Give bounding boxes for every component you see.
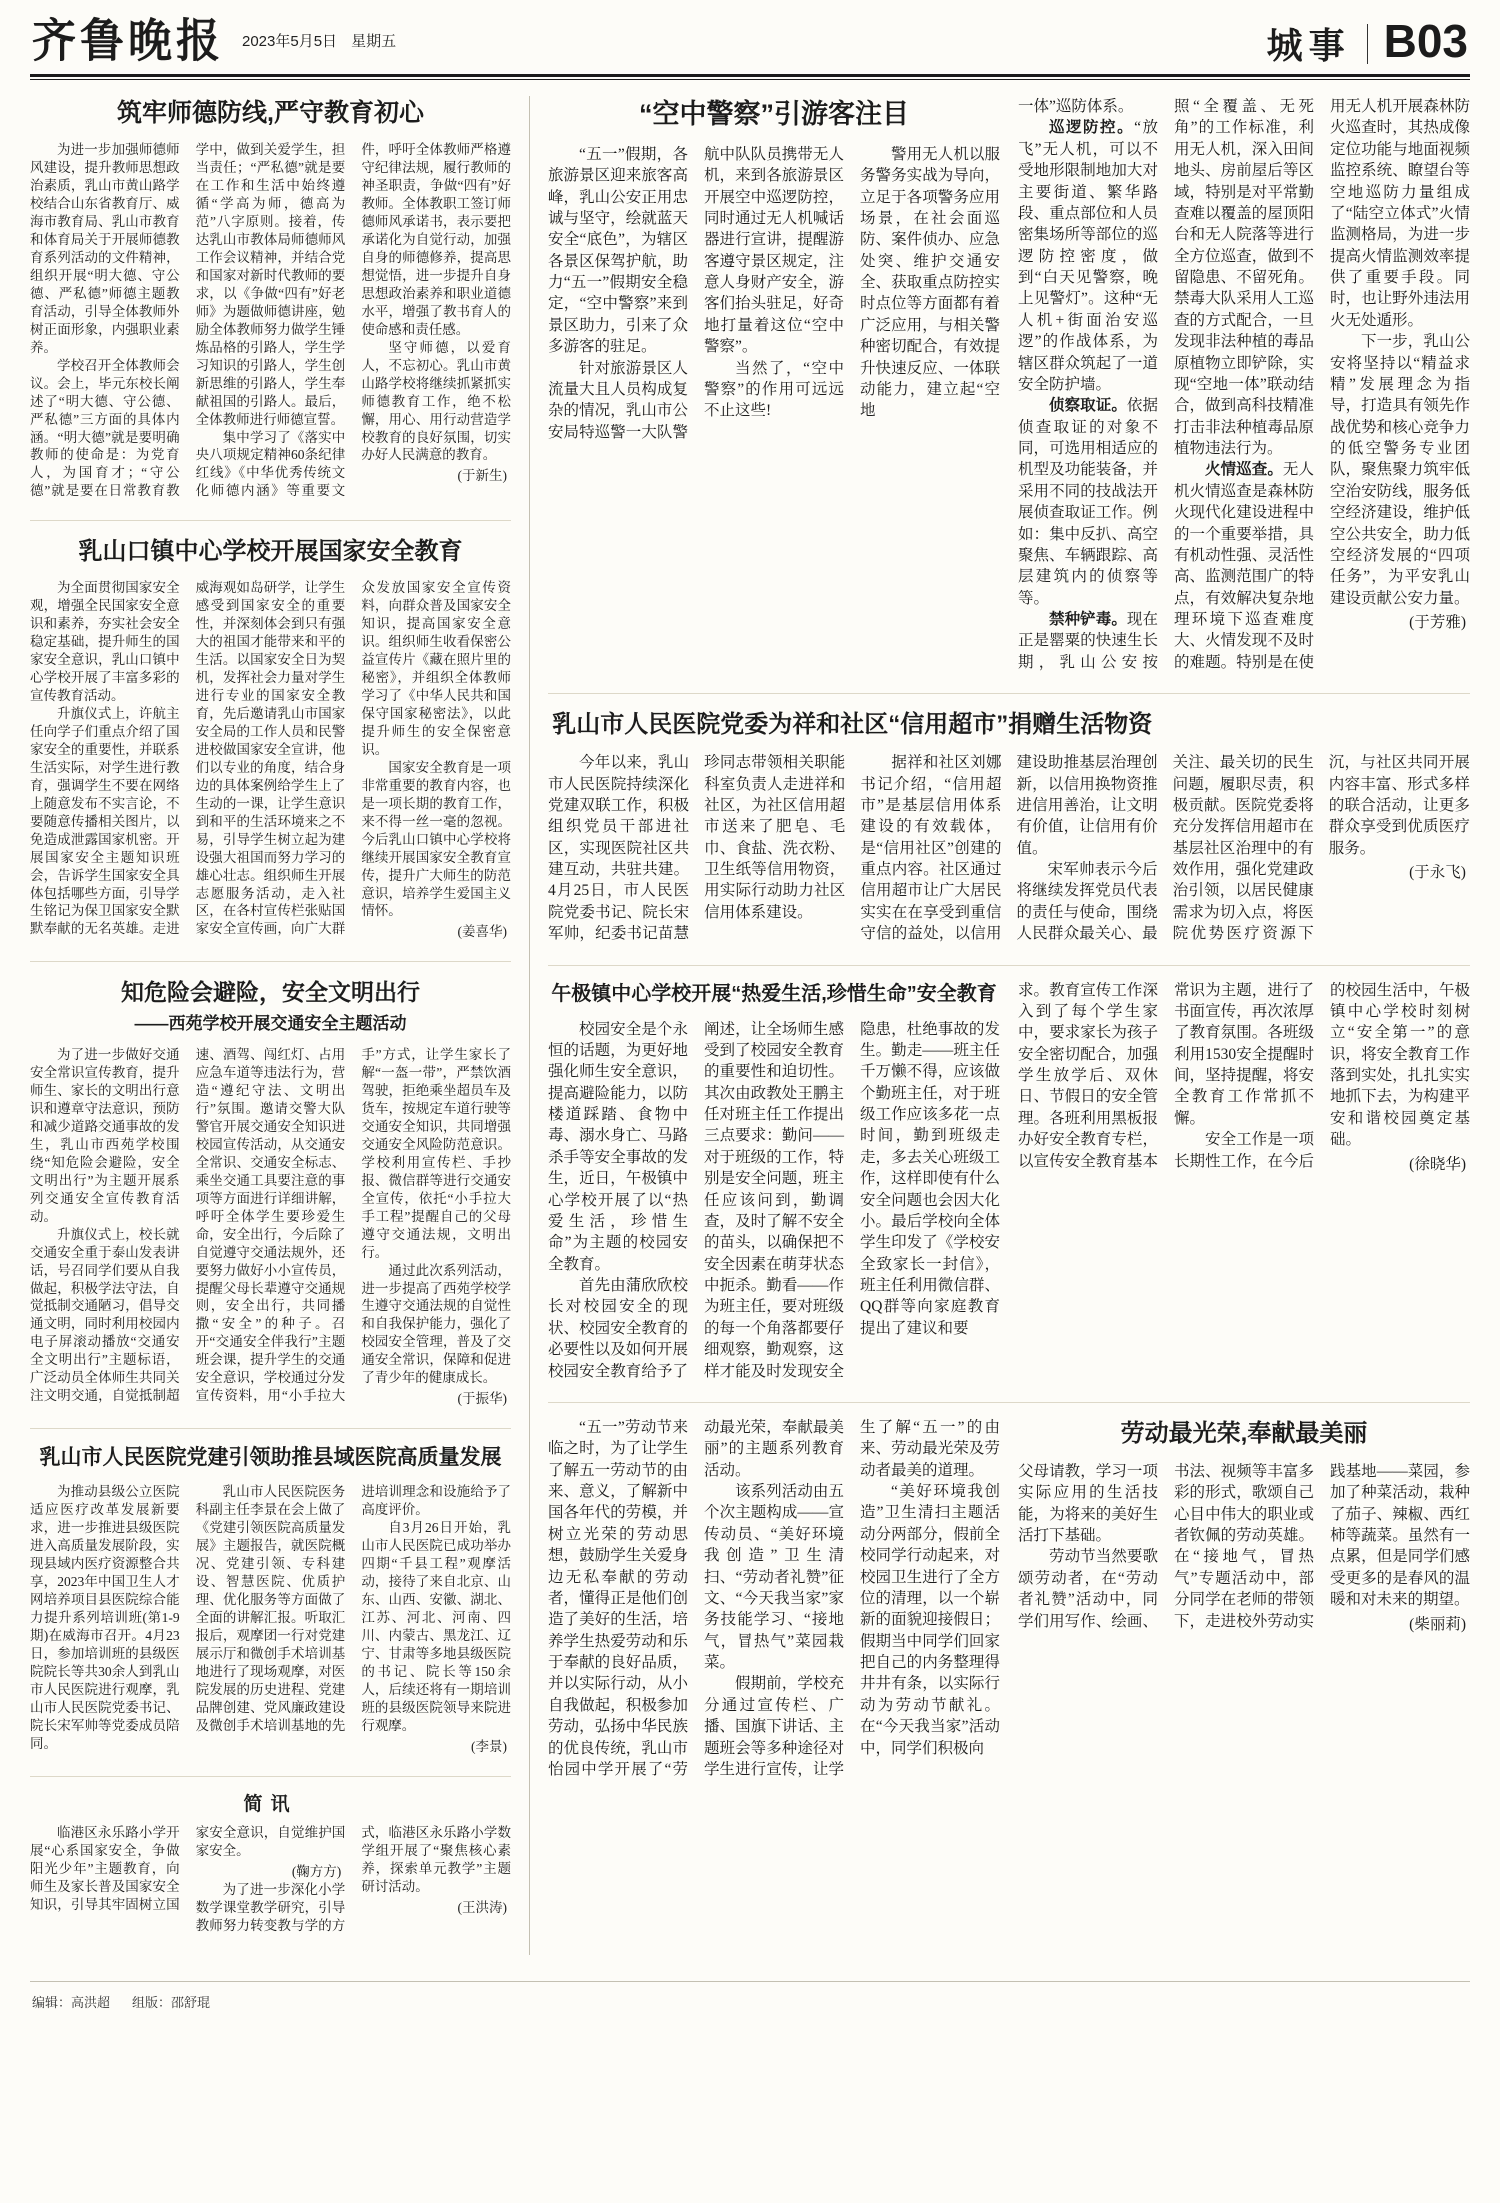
article-headline: 乳山市人民医院党委为祥和社区“信用超市”捐赠生活物资 xyxy=(552,711,1153,739)
article-cherish-life-safety xyxy=(548,965,1470,1382)
paragraph: “五一”假期，各旅游景区迎来旅客高峰，乳山公安正用忠诚与坚守，绘就蓝天安全“底色”，为辖区各景区保驾护航，助力“五一”假期安全稳定，“空中警察”来到景区助力，引来了众多游客的驻足。 xyxy=(548,145,688,356)
article-traffic-safety xyxy=(30,961,511,1408)
byline: (于振华) xyxy=(457,1391,507,1407)
paragraph: “美好环境我创造”卫生清扫主题活动分两部分，假前全校同学行动起来，对校园卫生进行了全方位的清理，以一个崭新的面貌迎接假日；假期当中同学们回家把自己的内务整理得井井有条，以实际行动为劳动节献礼。在“今天我当家”活动中，同学们积极向 xyxy=(860,1483,1000,1757)
byline: (于新生) xyxy=(457,468,507,484)
paragraph-lead: 巡逻防控。 xyxy=(1049,119,1135,137)
article-headline: “空中警察”引游客注目 xyxy=(639,99,909,129)
paragraph: 据祥和社区刘娜书记介绍，“信用超市”是基层信用体系建设的有效载体，是“信用社区”创建的重点内容。社区通过信用超市让广大居民实实在在享受到重信守信的益处，以信用建设助推基层治理创新，以信用换物资推进信用善治，让文明有价值，让信用有价值。 xyxy=(860,754,1158,943)
article-cherish-life-lead-part xyxy=(548,980,1000,1382)
article-body xyxy=(1018,1461,1470,1635)
article-headline: 知危险会避险，安全文明出行 xyxy=(121,979,420,1006)
paragraph: 父母请教，学习一项实际应用的生活技能，为将来的美好生活打下基础。 xyxy=(1018,1462,1158,1544)
paragraph: 为全面贯彻国家安全观，增强全民国家安全意识和素养，夯实社会安全稳定基础，提升师生的国家安全意识，乳山口镇中心学校开展了丰富多彩的宣传教育活动。 xyxy=(30,580,180,704)
paragraph: 假期前，学校充分通过宣传栏、广播、国旗下讲话、主题班会等多种途径对学生进行宣传，让学生了解“五一”的由来、劳动最光荣及劳动者最美的道理。 xyxy=(704,1418,1000,1778)
byline: (于芳雅) xyxy=(1409,614,1466,631)
article-labor-glory xyxy=(548,1402,1470,1780)
paragraph: 今年以来，乳山市人民医院持续深化党建双联工作，积极组织党员干部进社区，实现医院社区共建互动，共驻共建。4月25日，市人民医院党委书记、院长宋军帅，纪委书记苗慧珍同志带领相关职能科室负责人走进祥和社区，为社区信用超市送来了肥皂、毛巾、食盐、洗衣粉、卫生纸等信用物资，用实际行动助力社区信用体系建设。 xyxy=(548,754,846,943)
byline: (王洪涛) xyxy=(457,1900,507,1916)
article-body xyxy=(548,144,1000,443)
byline: (徐晓华) xyxy=(1409,1155,1466,1173)
paragraph: 首先由蒲欣欣校长对校园安全的现状、校园安全教育的必要性以及如何开展校园安全教育给予了阐述，让全场师生感受到了校园安全教育的重要性和迫切性。其次由政教处王鹏主任对班主任工作提出三点要求：勤问——对于班级的工作，特别是安全问题，班主任应该问到，勤调查，及时了解不安全的苗头，以确保把不安全因素在萌芽状态中扼杀。勤看——作为班主任，要对班级的每一个角落都要仔细观察，勤观察，这样才能及时发现安全隐患，杜绝事故的发生。勤走——班主任千万懒不得，应该做个勤班主任，对于班级工作应该多花一点时间，勤到班级走走，多去关心班级工作，这样即使有什么安全问题也会因大化小。最后学校向全体学生印发了《学校安全致家长一封信》，班主任利用微信群、QQ群等向家庭教育提出了建议和要 xyxy=(548,1020,1000,1380)
paragraph: 下一步，乳山公安将坚持以“精益求精”发展理念为指导，打造具有领先作战优势和核心竞争力的低空警务专业团队，聚焦聚力筑牢低空治安防线，服务低空经济建设，维护低空公共安全，助力低空经济发展的“四项任务”，为平安乳山建设贡献公安力量。 xyxy=(1330,333,1470,607)
paragraph: 学校召开全体教师会议。会上，毕元东校长阐述了“明大德、守公德、严私德”三方面的具体内涵。“明大德”就是要明确教师的使命是：为党育人，为国育才；“守公德”就是要在日常教育教学中，做到关爱学生，担当责任；“严私德”就是要在工作和生活中始终遵循“学高为师，德高为范”八字原则。接着，传达乳山市教体局师德师风工作会议精神，并结合党和国家对新时代教师的要求，以《争做“四有”好老师》为题做师德讲座，勉励全体教师努力做学生锤炼品格的引路人，学生学习知识的引路人，学生创新思维的引路人，学生奉献祖国的引路人。最后，全体教师进行师德宣誓。 xyxy=(30,142,346,499)
byline: (柴丽莉) xyxy=(1409,1615,1466,1633)
paragraph: 集中学习了《落实中央八项规定精神60条纪律红线》《中华优秀传统文化师德内涵》等重要文件，呼吁全体教师严格遵守纪律法规，履行教师的神圣职责，争做“四有”好教师。全体教职工签订师德师风承诺书，表示要把承诺化为自觉行动，加强自身的师德修养，提高思想觉悟，进一步提升自身思想政治素养和职业道德水平，增强了教书育人的使命感和责任感。 xyxy=(195,142,511,499)
paragraph: 升旗仪式上，许航主任向学子们重点介绍了国家安全的重要性，并联系生活实际，对学生进行教育，强调学生不要在网络上随意发布不实言论，不要随意传播相关图片，以免造成泄露国家机密。开展国家安全主题知识班会，告诉学生国家安全具体包括哪些方面，引导学生铭记为保卫国家安全默默奉献的无名英雄。走进威海观如岛研学，让学生感受到国家安全的重要性，并深刻体会到只有强大的祖国才能带来和平的生活。以国家安全日为契机，发挥社会力量对学生进行专业的国家安全教育，先后邀请乳山市国家安全局的工作人员和民警进校做国家安全宣讲，他们以专业的角度，结合身边的具体案例给学生上了生动的一课，让学生意识到和平的生活环境来之不易，引导学生树立起为建设强大祖国而努力学习的雄心壮志。组织师生开展志愿服务活动，走入社区，在各村宣传栏张贴国家安全宣传画，向广大群众发放国家安全宣传资料，向群众普及国家安全知识，提高国家安全意识。组织师生收看保密公益宣传片《藏在照片里的秘密》，并组织全体教师学习了《中华人民共和国保守国家秘密法》，以此提升师生的安全保密意识。 xyxy=(30,580,511,937)
paragraph: 安全工作是一项长期性工作，在今后的校园生活中，午极镇中心学校时刻树立“安全第一”的意识，将安全教育工作落到实处，扎扎实实地抓下去，为构建平安和谐校园奠定基础。 xyxy=(1174,981,1470,1170)
masthead-block xyxy=(32,15,397,68)
paragraph: 劳动节当然要歌颂劳动者，在“劳动者礼赞”活动中，同学们用写作、绘画、书法、视频等丰富多彩的形式，歌颂自己心目中伟大的职业或者钦佩的劳动英雄。在“接地气，冒热气”专题活动中，部分同学在老师的带领下，走进校外劳动实践基地——菜园，参加了种菜活动，栽种了茄子、辣椒、西红柿等蔬菜。虽然有一点累，但是同学们感受更多的是春风的温暖和对未来的期望。 xyxy=(1018,1462,1470,1630)
editor-credit: 编辑：高洪超 xyxy=(32,1995,111,2011)
briefs-title: 简讯 xyxy=(243,1793,298,1815)
article-body xyxy=(548,1417,1000,1780)
paragraph: 国家安全教育是一项非常重要的教育内容，也是一项长期的教育工作，来不得一丝一毫的忽视。今后乳山口镇中心学校将继续开展国家安全教育宣传，提升广大师生的防范意识，培养学生爱国主义情怀。 xyxy=(361,759,511,919)
section-name: 城事 xyxy=(1266,26,1351,66)
paragraph: 该系列活动由五个次主题构成——宣传动员、“美好环境我创造”卫生清扫、“劳动者礼赞”征文、“今天我当家”家务技能学习、“接地气，冒热气”菜园栽菜。 xyxy=(704,1483,844,1671)
article-teacher-ethics xyxy=(30,98,511,500)
section-block xyxy=(1266,15,1468,67)
paragraph: 临港区永乐路小学开展“心系国家安全，争做阳光少年”主题教育，向师生及家长普及国家安全知识，引导其牢固树立国家安全意识，自觉维护国家安全。 xyxy=(30,1825,346,1913)
article-cherish-life-continuation-part xyxy=(1018,980,1470,1175)
paragraph: 当然了，“空中警察”的作用可远远不止这些! xyxy=(704,359,844,420)
paragraph: 巡逻防控。“放飞”无人机，可以不受地形限制地加大对主要街道、繁华路段、重点部位和人员密集场所等部位的巡逻防控密度，做到“白天见警察，晚上见警灯”。这种“无人机+街面治安巡逻”的作战体系，为辖区群众筑起了一道安全防护墙。 xyxy=(1018,119,1158,393)
paragraph: 针对旅游景区人流量大且人员构成复杂的情况，乳山市公安局特巡警一大队警航中队队员携带无人机，来到各旅游景区开展空中巡逻防控，同时通过无人机喊话器进行宣讲，提醒游客遵守景区规定，注意人身财产安全，游客们抬头驻足，好奇地打量着这位“空中警察”。 xyxy=(548,145,844,441)
paragraph: 一体”巡防体系。 xyxy=(1018,98,1134,115)
article-body xyxy=(548,1019,1000,1382)
article-air-police-lead-part xyxy=(548,96,1000,443)
paragraph: 乳山市人民医院医务科副主任李景在会上做了《党建引领医院高质量发展》主题报告，就医院概况、党建引领、专科建设、智慧医院、优质护理、优化服务等方面做了全面的讲解汇报。听取汇报后，观摩团一行对党建展示厅和微创手术培训基地进行了现场观摩，对医院发展的历史进程、党建品牌创建、党风廉政建设及微创手术培训基地的先进培训理念和设施给予了高度评价。 xyxy=(195,1484,511,1733)
paragraph: 侦察取证。依据侦查取证的对象不同，可选用相适应的机型及功能装备，并采用不同的技战法开展侦查取证工作。例如：集中反扒、高空聚焦、车辆跟踪、高层建筑内的侦察等等。 xyxy=(1018,397,1158,607)
article-headline: 劳动最光荣,奉献最美丽 xyxy=(1120,1419,1368,1447)
paragraph: 禁种铲毒。现在正是罂粟的快速生长期，乳山公安按照“全覆盖、无死角”的工作标准，利用无人机，深入田间地头、房前屋后等区域，特别是对平常勤查难以覆盖的屋顶阳台和无人院落等进行全方位巡查，做到不留隐患、不留死角。禁毒大队采用人工巡查的方式配合，一旦发现非法种植的毒品原植物立即铲除，实现“空地一体”联动结合，做到高科技精准打击非法种植毒品原植物违法行为。 xyxy=(1018,98,1314,671)
paragraph: 为进一步加强师德师风建设，提升教师思想政治素质，乳山市黄山路学校结合山东省教育厅、威海市教育局、乳山市教育和体育局关于开展师德教育系列活动的文件精神，组织开展“明大德、守公德、严私德”师德主题教育活动，引导全体教师外树正面形象，内强职业素养。 xyxy=(30,142,180,355)
article-subheadline: ——西苑学校开展交通安全主题活动 xyxy=(134,1014,407,1034)
page-header xyxy=(30,14,1470,74)
article-news-briefs xyxy=(30,1776,511,1935)
byline: (李景) xyxy=(470,1738,507,1754)
typesetter-credit: 组版：邵舒琨 xyxy=(132,1995,211,2011)
article-air-police-continuation-part xyxy=(1018,96,1470,673)
byline: (于永飞) xyxy=(1409,864,1466,881)
article-body xyxy=(1018,96,1470,673)
paragraph: 为推动县级公立医院适应医疗改革发展新要求，进一步推进县级医院进入高质量发展阶段，实现县域内医疗资源整合共享，2023年中国卫生人才网培养项目县医院综合能力提升系列培训班(第1-9期)在威海市召开。4月23日，参加培训班的县级医院院长等共30余人到乳山市人民医院进行观摩，乳山市人民医院党委书记、院长宋军帅等党委成员陪同。 xyxy=(30,1484,180,1751)
article-labor-glory-lead-part xyxy=(548,1417,1000,1780)
date-block xyxy=(242,30,396,55)
article-body xyxy=(548,752,1470,944)
paragraph: 宋军帅表示今后将继续发挥党员代表的责任与使命，围绕人民群众最关心、最关注、最关切的民生问题，履职尽责，积极贡献。医院党委将充分发挥信用超市在基层社区治理中的有效作用，强化党建政治引领，以居民健康需求为切入点，将医院优势医疗资源下沉，与社区共同开展内容丰富、形式多样的联合活动，让更多群众享受到优质医疗服务。 xyxy=(1016,754,1470,943)
article-air-police xyxy=(548,96,1470,673)
paragraph: 通过此次系列活动，进一步提高了西苑学校学生遵守交通法规的自觉性和自我保护能力，强化了校园安全管理，普及了交通安全常识，保障和促进了青少年的健康成长。 xyxy=(361,1262,511,1386)
weekday-text: 星期五 xyxy=(351,32,397,50)
article-body xyxy=(30,579,511,941)
right-column-zone xyxy=(530,96,1470,1955)
article-credit-supermarket-donation xyxy=(548,693,1470,944)
header-divider xyxy=(1367,24,1368,64)
paragraph-lead: 火情巡查。 xyxy=(1205,461,1283,479)
article-body xyxy=(30,141,511,500)
paragraph-lead: 侦察取证。 xyxy=(1049,397,1127,415)
paragraph: 坚守师德，以爱育人，不忘初心。乳山市黄山路学校将继续抓紧抓实师德教育工作，绝不松懈，用心、用行动营造学校教育的良好氛围，切实办好人民满意的教育。 xyxy=(361,339,511,463)
article-headline: 午极镇中心学校开展“热爱生活,珍惜生命”安全教育 xyxy=(551,982,997,1005)
header-rule xyxy=(30,74,1470,80)
byline: (姜喜华) xyxy=(457,924,507,940)
left-column-zone xyxy=(30,96,530,1955)
article-body xyxy=(1018,980,1470,1175)
paragraph: 警用无人机以服务警务实战为导向，立足于各项警务应用场景，在社会面巡防、案件侦办、应急处突、维护交通安全、获取重点防控实时点位等方面都有着广泛应用，与相关警种密切配合，有效提升快速反应、一体联动能力，建立起“空地 xyxy=(860,145,1000,420)
article-headline: 筑牢师德防线,严守教育初心 xyxy=(117,99,424,127)
page-content xyxy=(30,96,1470,1955)
paragraph: 求。教育宣传工作深入到了每个学生家中，要求家长为孩子安全密切配合，加强学生放学后、双休日、节假日的安全管理。各班利用黑板报办好安全教育专栏，以宣传安全教育基本常识为主题，进行了书面宣传，再次浓厚了教育氛围。各班级利用1530安全提醒时间，坚持提醒，将安全教育工作常抓不懈。 xyxy=(1018,981,1314,1170)
paragraph: 升旗仪式上，校长就交通安全重于泰山发表讲话，号召同学们要从自我做起，积极学法守法，自觉抵制交通陋习，倡导交通文明，同时利用校园内电子屏滚动播放“交通安全文明出行”主题标语，广泛动员全体师生共同关注文明交通，自觉抵制超速、酒驾、闯红灯、占用应急车道等违法行为，营造“遵纪守法、文明出行”氛围。邀请交警大队警官开展交通安全知识进校园宣传活动，从交通安全常识、交通安全标志、乘坐交通工具要注意的事项等方面进行详细讲解，呼吁全体学生要珍爱生命，安全出行，今后除了自觉遵守交通法规外，还要努力做好小小宣传员，提醒父母长辈遵守交通规则，安全出行，共同播撒“安全”的种子。召开“交通安全伴我行”主题班会课，提升学生的交通安全意识，学校通过分发宣传资料，用“小手拉大手”方式，让学生家长了解“一盔一带”，严禁饮酒驾驶，拒绝乘坐超员车及货车，按规定车道行驶等交通安全知识，共同增强交通安全风险防范意识。学校利用宣传栏、手抄报、微信群等进行交通安全宣传，依托“小手拉大手工程”提醒自己的父母遵守交通法规，文明出行。 xyxy=(30,1047,511,1404)
article-headline: 乳山口镇中心学校开展国家安全教育 xyxy=(78,538,463,566)
briefs-body xyxy=(30,1824,511,1935)
article-labor-glory-headline-part xyxy=(1018,1417,1470,1635)
date-text: 2023年5月5日 xyxy=(242,32,338,50)
article-national-security-education xyxy=(30,520,511,941)
article-body xyxy=(30,1046,511,1408)
page-footer xyxy=(30,1981,1470,2029)
paragraph: 为了进一步深化小学数学课堂教学研究，引导教师努力转变教与学的方式，临港区永乐路小学数学组开展了“聚焦核心素养，探索单元教学”主题研讨活动。 xyxy=(195,1825,511,1934)
article-headline: 乳山市人民医院党建引领助推县域医院高质量发展 xyxy=(39,1446,502,1470)
byline: (鞠方方) xyxy=(291,1864,342,1880)
paragraph: 自3月26日开始，乳山市人民医院已成功举办四期“千县工程”观摩活动，接待了来自北京、山东、山西、安徽、湖北、江苏、河北、河南、四川、内蒙古、黑龙江、辽宁、甘肃等多地县级医院的书记、院长等150余人，后续还将有一期培训班的县级医院领导来院进行观摩。 xyxy=(361,1520,511,1733)
page-number: B03 xyxy=(1383,15,1468,67)
article-body xyxy=(30,1483,511,1755)
article-hospital-party-building xyxy=(30,1428,511,1756)
paragraph: 校园安全是个永恒的话题，为更好地强化师生安全意识，提高避险能力，以防楼道踩踏、食物中毒、溺水身亡、马路杀手等安全事故的发生，近日，午极镇中心学校开展了以“热爱生活，珍惜生命”为主题的校园安全教育。 xyxy=(548,1020,688,1273)
paragraph: 为了进一步做好交通安全常识宣传教育，提升师生、家长的文明出行意识和遵章守法意识，预防和减少道路交通事故的发生，乳山市西苑学校围绕“知危险会避险，安全文明出行”为主题开展系列交通安全宣传教育活动。 xyxy=(30,1047,180,1224)
masthead-logo: 齐鲁晚报 xyxy=(32,15,224,68)
paragraph: 火情巡查。无人机火情巡查是森林防火现代化建设进程中的一个重要举措，具有机动性强、灵活性高、监测范围广的特点，有效解决复杂地理环境下巡查难度大、火情发现不及时的难题。特别是在使用无人机开展森林防火巡查时，其热成像定位功能与地面视频监控系统、瞭望台等空地巡防力量组成了“陆空立体式”火情监测格局，为进一步提高火情监测效率提供了重要手段。同时，也让野外违法用火无处遁形。 xyxy=(1174,98,1470,671)
paragraph-lead: 禁种铲毒。 xyxy=(1049,611,1127,628)
paragraph: “五一”劳动节来临之时，为了让学生了解五一劳动节的由来、意义，了解新中国各年代的劳模，并树立光荣的劳动思想，鼓励学生关爱身边无私奉献的劳动者，懂得正是他们创造了美好的生活，培养学生热爱劳动和乐于奉献的良好品质，并以实际行动，从小自我做起，积极参加劳动，弘扬中华民族的优良传统，乳山市怡园中学开展了“劳动最光荣，奉献最美丽”的主题系列教育活动。 xyxy=(548,1418,844,1778)
